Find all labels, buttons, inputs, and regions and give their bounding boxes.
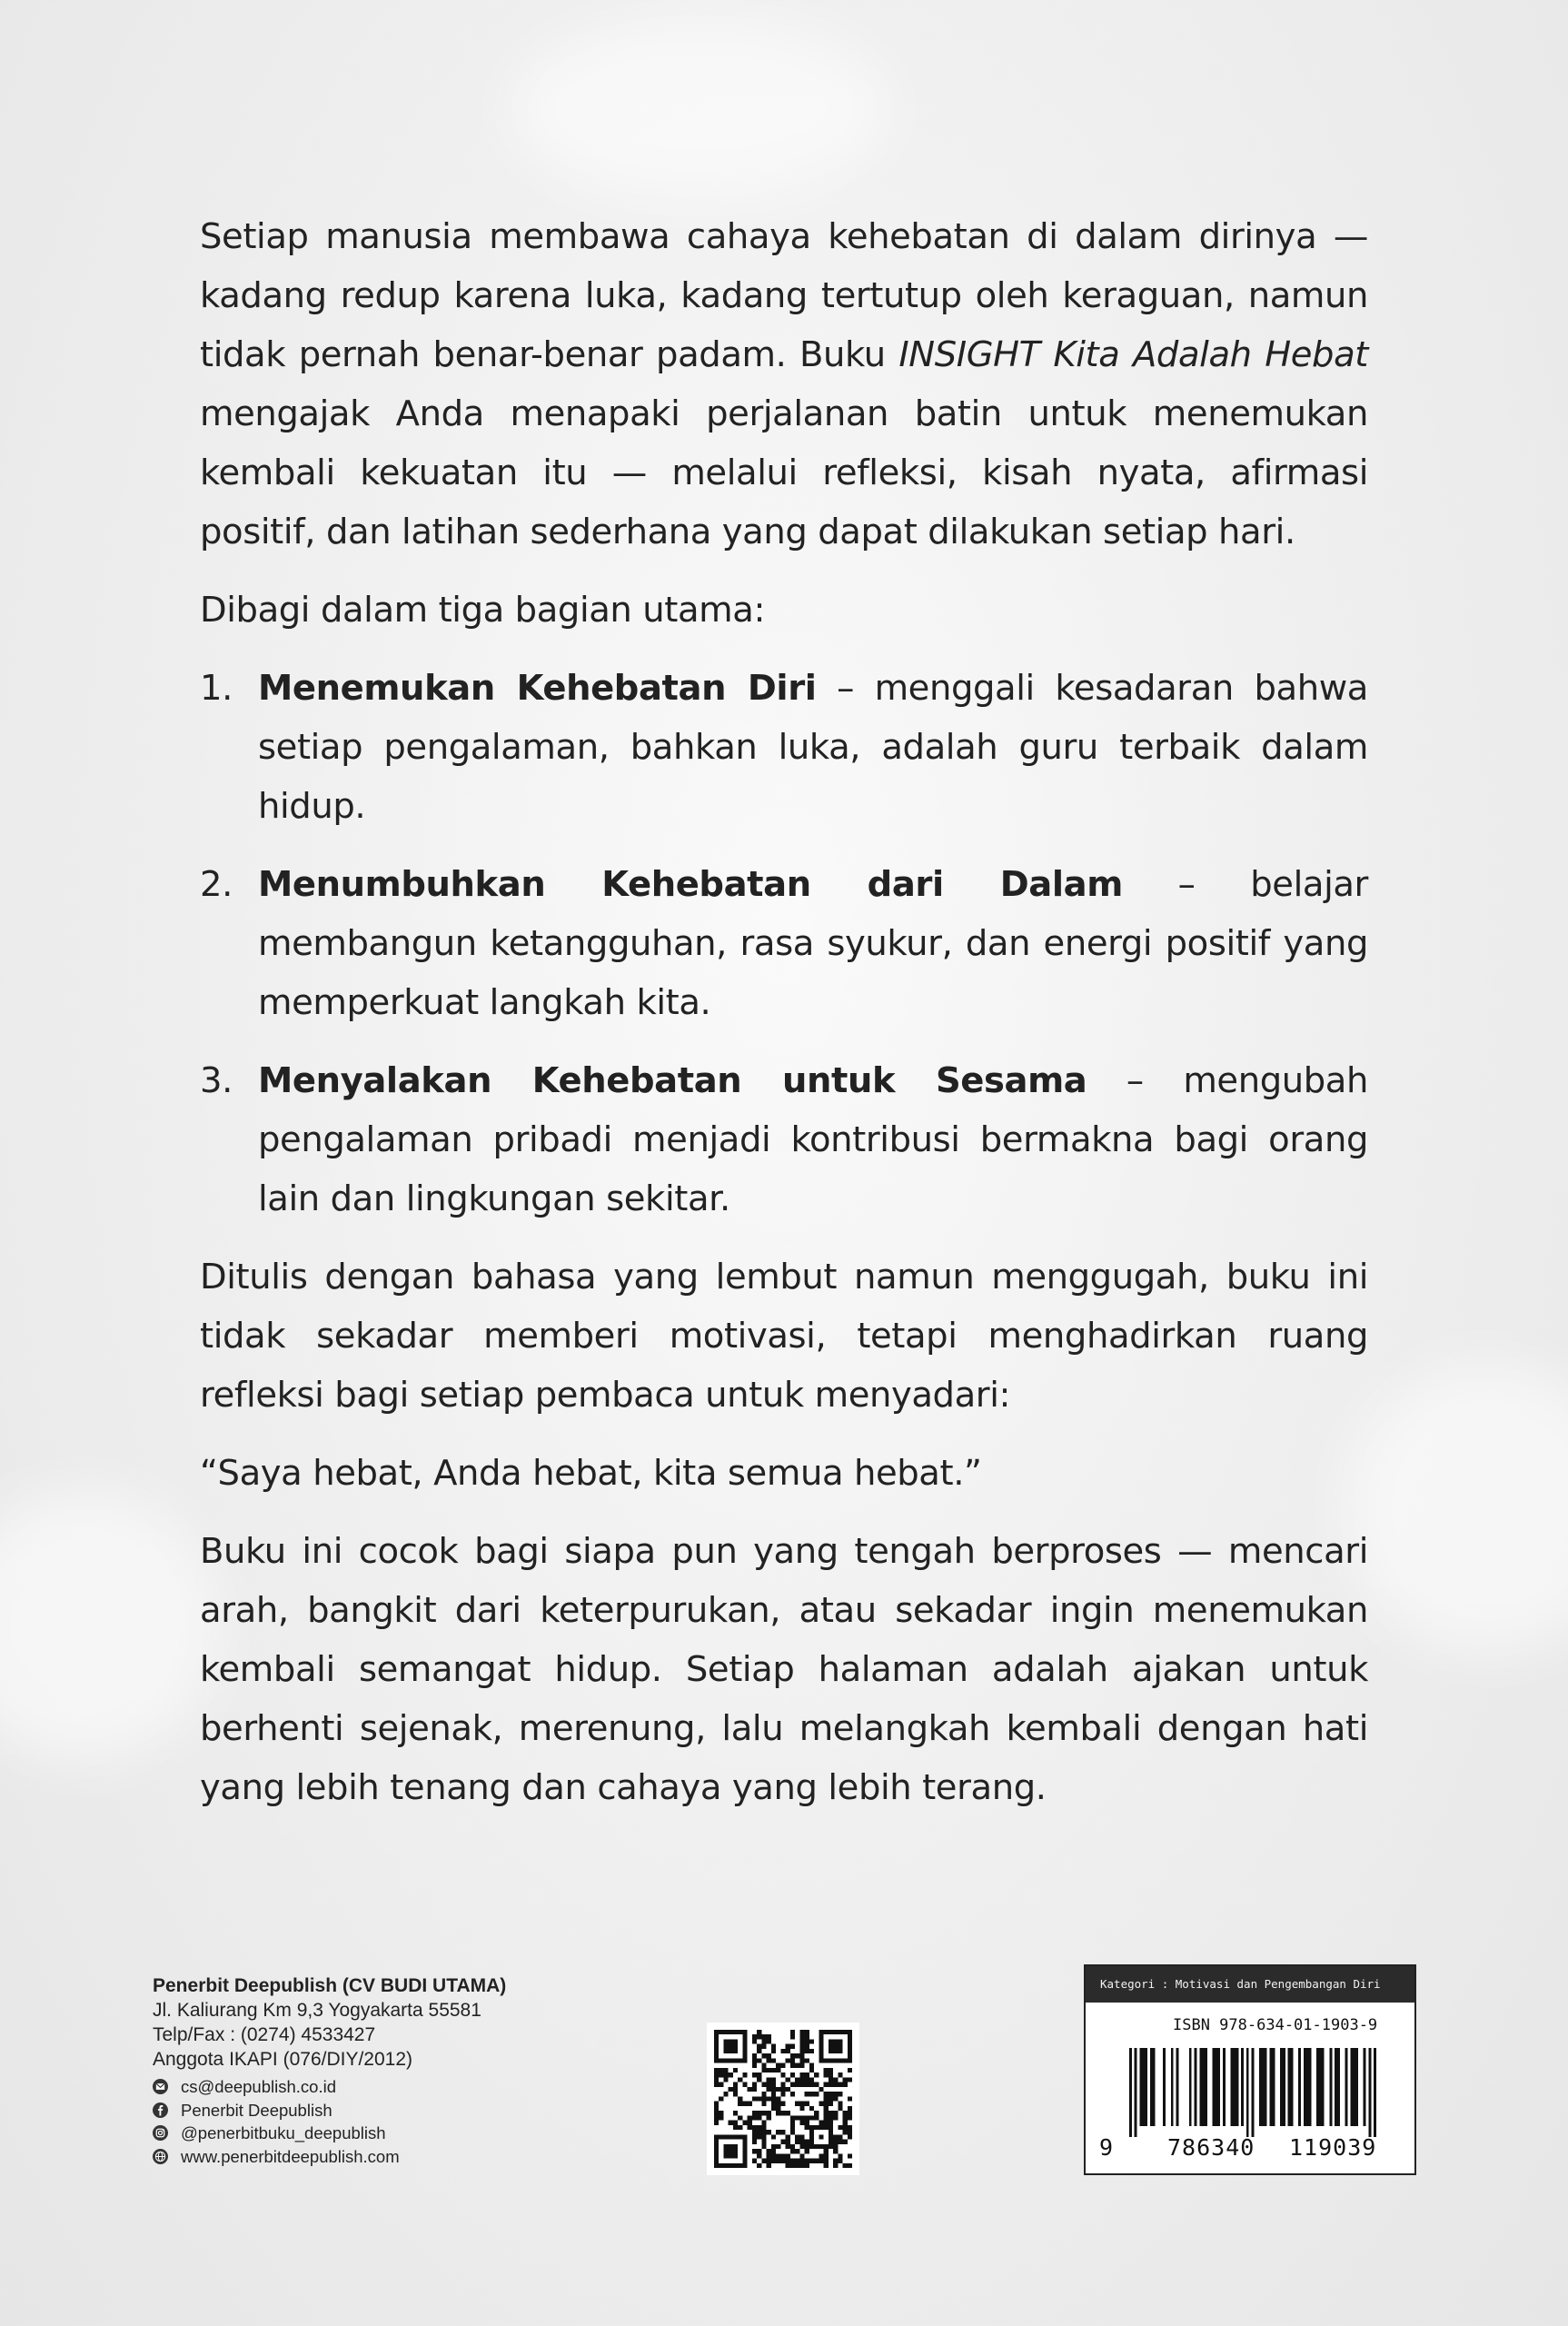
barcode-digits-right: 119039 — [1289, 2134, 1377, 2161]
isbn-text: ISBN 978-634-01-1903-9 — [1173, 2016, 1378, 2034]
category-label: Kategori : Motivasi dan Pengembangan Diri — [1086, 1966, 1414, 2003]
publisher-phone: Telp/Fax : (0274) 4533427 — [153, 2024, 376, 2045]
qr-code[interactable] — [707, 2023, 859, 2175]
blurb-text — [200, 207, 1368, 1836]
bokeh-light — [509, 18, 890, 200]
barcode-icon — [1129, 2048, 1376, 2137]
barcode-digits-left: 786340 — [1167, 2134, 1255, 2161]
email-icon — [153, 2079, 168, 2094]
barcode-block — [1084, 1964, 1416, 2175]
facebook-icon — [153, 2102, 168, 2118]
bokeh-light — [0, 1490, 218, 1763]
contact-instagram[interactable]: @penerbitbuku_deepublish — [153, 2122, 506, 2145]
contact-list — [153, 2075, 506, 2168]
contact-email[interactable]: cs@deepublish.co.id — [153, 2075, 506, 2099]
publisher-info — [153, 1973, 506, 2168]
part-title: Menyalakan Kehebatan untuk Sesama — [258, 1060, 1087, 1101]
barcode-digit-first: 9 — [1099, 2134, 1114, 2161]
list-item: 2. Menumbuhkan Kehebatan dari Dalam – belajar membangun ketangguhan, rasa syukur, dan energi positif yang memperkuat langkah kita. — [200, 864, 1368, 1023]
part-title: Menumbuhkan Kehebatan dari Dalam — [258, 864, 1123, 905]
instagram-icon — [153, 2125, 168, 2141]
list-item: 3. Menyalakan Kehebatan untuk Sesama – mengubah pengalaman pribadi menjadi kontribusi bermakna bagi orang lain dan lingkungan sekitar. — [200, 1060, 1368, 1219]
audience-paragraph: Buku ini cocok bagi siapa pun yang tengah berproses — mencari arah, bangkit dari keterpurukan, atau sekadar ingin menemukan kembali semangat hidup. Setiap halaman adalah ajakan untuk berhenti sejenak, merenung, lalu melangkah kembali dengan hati yang lebih tenang dan cahaya yang lebih terang. — [200, 1531, 1368, 1808]
quote: “Saya hebat, Anda hebat, kita semua hebat.” — [200, 1453, 982, 1494]
written-paragraph: Ditulis dengan bahasa yang lembut namun menggugah, buku ini tidak sekadar memberi motivasi, tetapi menghadirkan ruang refleksi bagi setiap pembaca untuk menyadari: — [200, 1257, 1368, 1416]
globe-icon — [153, 2149, 168, 2164]
book-title: INSIGHT Kita Adalah Hebat — [898, 334, 1368, 375]
publisher-membership: Anggota IKAPI (076/DIY/2012) — [153, 2049, 413, 2070]
contact-website[interactable]: www.penerbitdeepublish.com — [153, 2145, 506, 2169]
intro-paragraph: Setiap manusia membawa cahaya kehebatan di dalam dirinya — kadang redup karena luka, kadang tertutup oleh keraguan, namun tidak pernah benar-benar padam. Buku INSIGHT Kita Adalah Hebat mengajak Anda menapaki perjalanan batin untuk menemukan kembali kekuatan itu — melalui refleksi, kisah nyata, afirmasi positif, dan latihan sederhana yang dapat dilakukan setiap hari. — [200, 216, 1368, 552]
contact-facebook[interactable]: Penerbit Deepublish — [153, 2099, 506, 2122]
publisher-address: Jl. Kaliurang Km 9,3 Yogyakarta 55581 — [153, 2000, 481, 2021]
list-item: 1. Menemukan Kehebatan Diri – menggali kesadaran bahwa setiap pengalaman, bahkan luka, adalah guru terbaik dalam hidup. — [200, 668, 1368, 827]
publisher-name: Penerbit Deepublish (CV BUDI UTAMA) — [153, 1975, 507, 1996]
part-title: Menemukan Kehebatan Diri — [258, 668, 817, 709]
qr-code-icon — [714, 2030, 852, 2168]
parts-heading: Dibagi dalam tiga bagian utama: — [200, 590, 766, 631]
bokeh-light — [1345, 1363, 1568, 1654]
parts-list — [200, 659, 1368, 1228]
